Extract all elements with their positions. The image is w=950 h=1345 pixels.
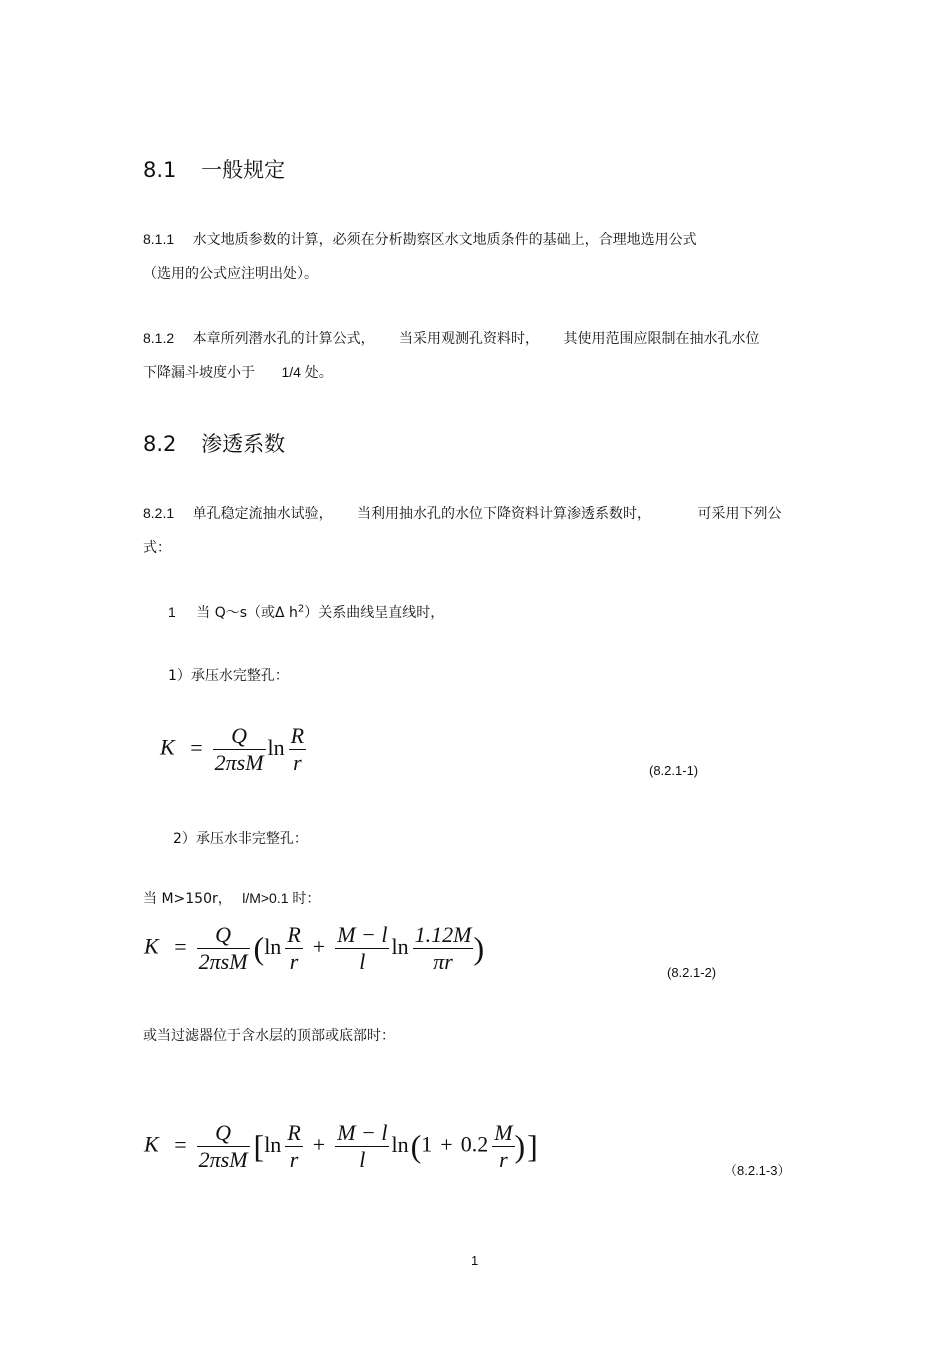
fraction-denominator: 2πsM [198, 1147, 248, 1172]
math-symbol: K [144, 933, 159, 959]
filter-note: 或当过滤器位于含水层的顶部或底部时： [143, 1028, 395, 1044]
fraction-numerator: R [287, 922, 301, 947]
superscript: 2 [297, 603, 305, 615]
clause-text-part-b: 当利用抽水孔的水位下降资料计算渗透系数时， [357, 506, 652, 522]
section-number: 8.2 [143, 432, 177, 456]
math-operator: = [190, 734, 203, 760]
sub-item-1: 1）承压水完整孔： [168, 668, 289, 684]
math-operator: = [174, 933, 187, 959]
clause-8-2-1-line2: 式： [143, 540, 171, 556]
math-operator: + [312, 933, 326, 959]
fraction-denominator: r [285, 1146, 302, 1173]
condition-line [143, 888, 320, 908]
math-function: ln [264, 933, 282, 959]
math-fraction [492, 1120, 514, 1173]
math-fraction [197, 922, 250, 975]
math-function: ln [267, 734, 285, 760]
clause-text-part-b: 1/4 处。 [281, 364, 333, 380]
math-symbol: K [144, 1131, 159, 1157]
section-heading-8-1 [143, 154, 285, 184]
list-item-text-b: ）关系曲线呈直线时， [304, 605, 445, 621]
math-fraction [213, 723, 266, 776]
section-number: 8.1 [143, 158, 177, 182]
equation-8-2-1-1 [160, 723, 306, 776]
left-paren: ( [410, 1128, 422, 1164]
math-fraction [285, 922, 302, 975]
fraction-denominator: r [492, 1146, 514, 1173]
right-paren: ) [514, 1128, 526, 1164]
clause-text-part-a: 下降漏斗坡度小于 [143, 365, 255, 381]
clause-8-1-1-line1 [143, 229, 697, 249]
math-number: 0.2 [460, 1131, 489, 1157]
condition-text-a: 当 M>150r， [143, 891, 232, 907]
fraction-denominator: 2πsM [214, 750, 264, 775]
clause-number: 8.2.1 [143, 505, 175, 521]
clause-text: 水文地质参数的计算，必须在分析勘察区水文地质条件的基础上，合理地选用公式 [192, 232, 697, 248]
math-operator: + [440, 1131, 453, 1157]
clause-8-1-2-line2 [143, 362, 333, 382]
math-fraction [335, 922, 389, 975]
math-operator: + [312, 1131, 326, 1157]
fraction-numerator: M − l [337, 922, 388, 947]
list-item-number: 1 [168, 604, 176, 620]
list-item-1 [168, 602, 444, 622]
equation-label: （8.2.1-3） [724, 1163, 791, 1178]
right-paren: ) [473, 930, 485, 966]
fraction-denominator: 2πsM [198, 949, 248, 974]
section-heading-8-2 [143, 428, 285, 458]
math-symbol: K [160, 734, 175, 760]
left-bracket: [ [253, 1128, 265, 1164]
equation-8-2-1-2 [144, 922, 484, 975]
math-fraction [197, 1120, 250, 1173]
math-fraction [335, 1120, 389, 1173]
equation-label: (8.2.1-2) [667, 965, 717, 980]
equation-label: (8.2.1-1) [649, 763, 699, 778]
clause-8-2-1-line1 [143, 503, 782, 523]
list-item-text-a: 当 Q～s（或Δ h [196, 605, 298, 621]
fraction-denominator: l [335, 948, 389, 975]
clause-number: 8.1.2 [143, 330, 175, 346]
math-function: ln [264, 1131, 282, 1157]
clause-text-part-b: 当采用观测孔资料时， [399, 331, 540, 347]
sub-item-2: 2）承压水非完整孔： [173, 831, 308, 847]
condition-text-b: l/M>0.1 时： [242, 890, 321, 906]
fraction-denominator: l [335, 1146, 389, 1173]
section-title: 渗透系数 [201, 432, 286, 456]
fraction-numerator: 1.12M [414, 922, 472, 947]
clause-text-part-a: 本章所列潜水孔的计算公式， [192, 331, 375, 347]
math-function: ln [391, 1131, 409, 1157]
left-paren: ( [253, 930, 265, 966]
fraction-denominator: r [289, 749, 306, 776]
math-fraction [285, 1120, 302, 1173]
fraction-numerator: M [494, 1120, 513, 1145]
clause-text-part-a: 单孔稳定流抽水试验， [192, 506, 333, 522]
fraction-numerator: Q [231, 723, 248, 748]
fraction-denominator: πr [413, 948, 474, 975]
clause-text-part-c: 可采用下列公 [697, 506, 782, 522]
clause-number: 8.1.1 [143, 231, 175, 247]
clause-text-part-c: 其使用范围应限制在抽水孔水位 [563, 331, 760, 347]
section-title: 一般规定 [201, 158, 286, 182]
fraction-numerator: M − l [337, 1120, 388, 1145]
right-bracket: ] [527, 1128, 538, 1164]
math-fraction [413, 922, 474, 975]
math-fraction [289, 723, 306, 776]
math-function: ln [391, 933, 409, 959]
math-number: 1 [421, 1131, 433, 1157]
math-operator: = [174, 1131, 187, 1157]
clause-8-1-1-line2: （选用的公式应注明出处）。 [143, 266, 318, 282]
fraction-denominator: r [285, 948, 302, 975]
fraction-numerator: Q [215, 922, 232, 947]
fraction-numerator: R [287, 1120, 301, 1145]
page-number: 1 [471, 1253, 479, 1268]
clause-8-1-2-line1 [143, 328, 760, 348]
equation-8-2-1-3 [144, 1120, 538, 1173]
fraction-numerator: R [290, 723, 305, 748]
fraction-numerator: Q [215, 1120, 232, 1145]
